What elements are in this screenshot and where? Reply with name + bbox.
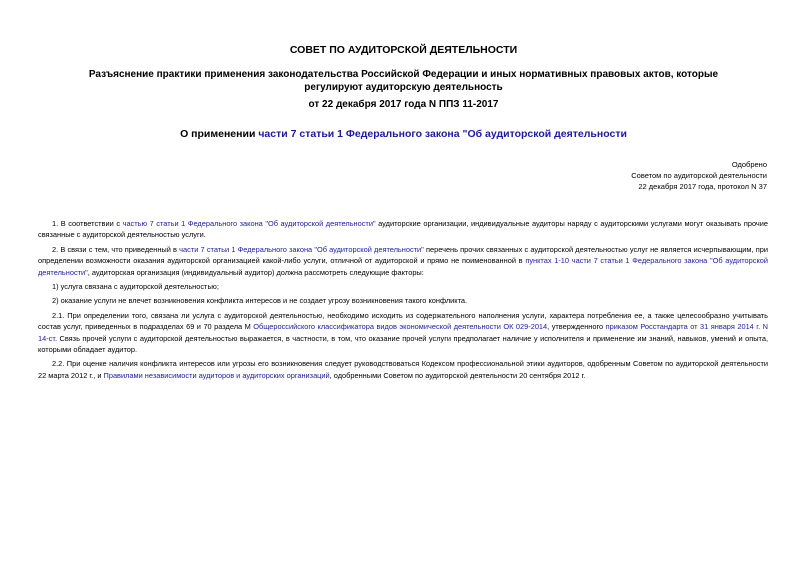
paragraph-5 — [38, 310, 768, 356]
paragraph-text: 2.2. При оценке наличия конфликта интересов или угрозы его возникновения следует руководствоваться Кодексом профессиональной этики аудиторов, одобренным Советом по аудиторской деятельности 22 марта 2012 г., и — [38, 359, 768, 380]
document-topic — [0, 128, 807, 140]
paragraph-text: , аудиторская организация (индивидуальный аудитор) должна рассмотреть следующие факторы: — [87, 267, 424, 277]
approval-line-2: Советом по аудиторской деятельности — [631, 171, 767, 180]
paragraph-text: . Связь прочей услуги с аудиторской деятельностью выражается, в частности, в том, что оказание прочей услуги предполагает наличие у исполнителя и применение им знаний, навыков, умений и опыта, которыми обладает аудитор. — [38, 333, 768, 355]
paragraph-text: перечень прочих связанных с аудиторской деятельностью услуг не является исчерпывающим, при определении возможности оказания аудиторской организацией какой-либо услуги, отличной от аудиторской и прямо не поименованной в — [38, 244, 768, 266]
law-points-link[interactable]: пунктах 1-10 части 7 статьи 1 Федерального закона "Об аудиторской деятельности" — [38, 256, 769, 277]
paragraph-text: , одобренными Советом по аудиторской деятельности 20 сентября 2012 г. — [329, 370, 586, 380]
order-link[interactable]: приказом Росстандарта от 31 января 2014 г. N 14-ст — [38, 322, 768, 343]
approval-line-1: Одобрено — [731, 160, 767, 169]
council-title: СОВЕТ ПО АУДИТОРСКОЙ ДЕЯТЕЛЬНОСТИ — [289, 44, 518, 56]
independence-rules-link[interactable]: Правилами независимости аудиторов и аудиторских организаций — [103, 370, 330, 380]
document-date: от 22 декабря 2017 года N ППЗ 11-2017 — [308, 99, 499, 110]
document-body — [38, 218, 768, 384]
document-subtitle: Разъяснение практики применения законодательства Российской Федерации и иных нормативных правовых актов, которые регулируют аудиторскую деятельность — [88, 69, 719, 93]
paragraph-6 — [38, 358, 768, 381]
paragraph-text: 2.1. При определении того, связана ли услуга с аудиторской деятельностью, необходимо исходить из содержательного наполнения услуги, характера потребления ее, а также целесообразно учитывать состав услуг, приведенных в подразделах 69 и 70 раздела М — [38, 310, 768, 332]
approval-line-3: 22 декабря 2017 года, протокол N 37 — [638, 182, 767, 191]
approval-block — [631, 159, 767, 192]
topic-law-link[interactable]: части 7 статьи 1 Федерального закона "Об аудиторской деятельности — [258, 128, 627, 140]
law-article-link[interactable]: части 7 статьи 1 Федерального закона "Об аудиторской деятельности" — [179, 244, 424, 254]
paragraph-3: 1) услуга связана с аудиторской деятельностью; — [52, 282, 219, 292]
paragraph-1 — [38, 218, 768, 241]
paragraph-text: 1. В соответствии с — [52, 219, 123, 228]
paragraph-text: аудиторские организации, индивидуальные аудиторы наряду с аудиторскими услугами могут оказывать прочие связанные с аудиторской деятельностью услуги. — [38, 219, 768, 240]
paragraph-text: , утвержденного — [547, 322, 606, 332]
topic-prefix: О применении — [180, 128, 259, 140]
paragraph-4: 2) оказание услуги не влечет возникновения конфликта интересов и не создает угрозу возникновения такого конфликта. — [52, 296, 468, 306]
law-article-link[interactable]: частью 7 статьи 1 Федерального закона "Об аудиторской деятельности" — [122, 219, 376, 228]
classifier-link[interactable]: Общероссийского классификатора видов экономической деятельности ОК 029-2014 — [253, 322, 548, 332]
paragraph-2 — [38, 244, 768, 278]
paragraph-text: 2. В связи с тем, что приведенный в — [52, 244, 180, 254]
